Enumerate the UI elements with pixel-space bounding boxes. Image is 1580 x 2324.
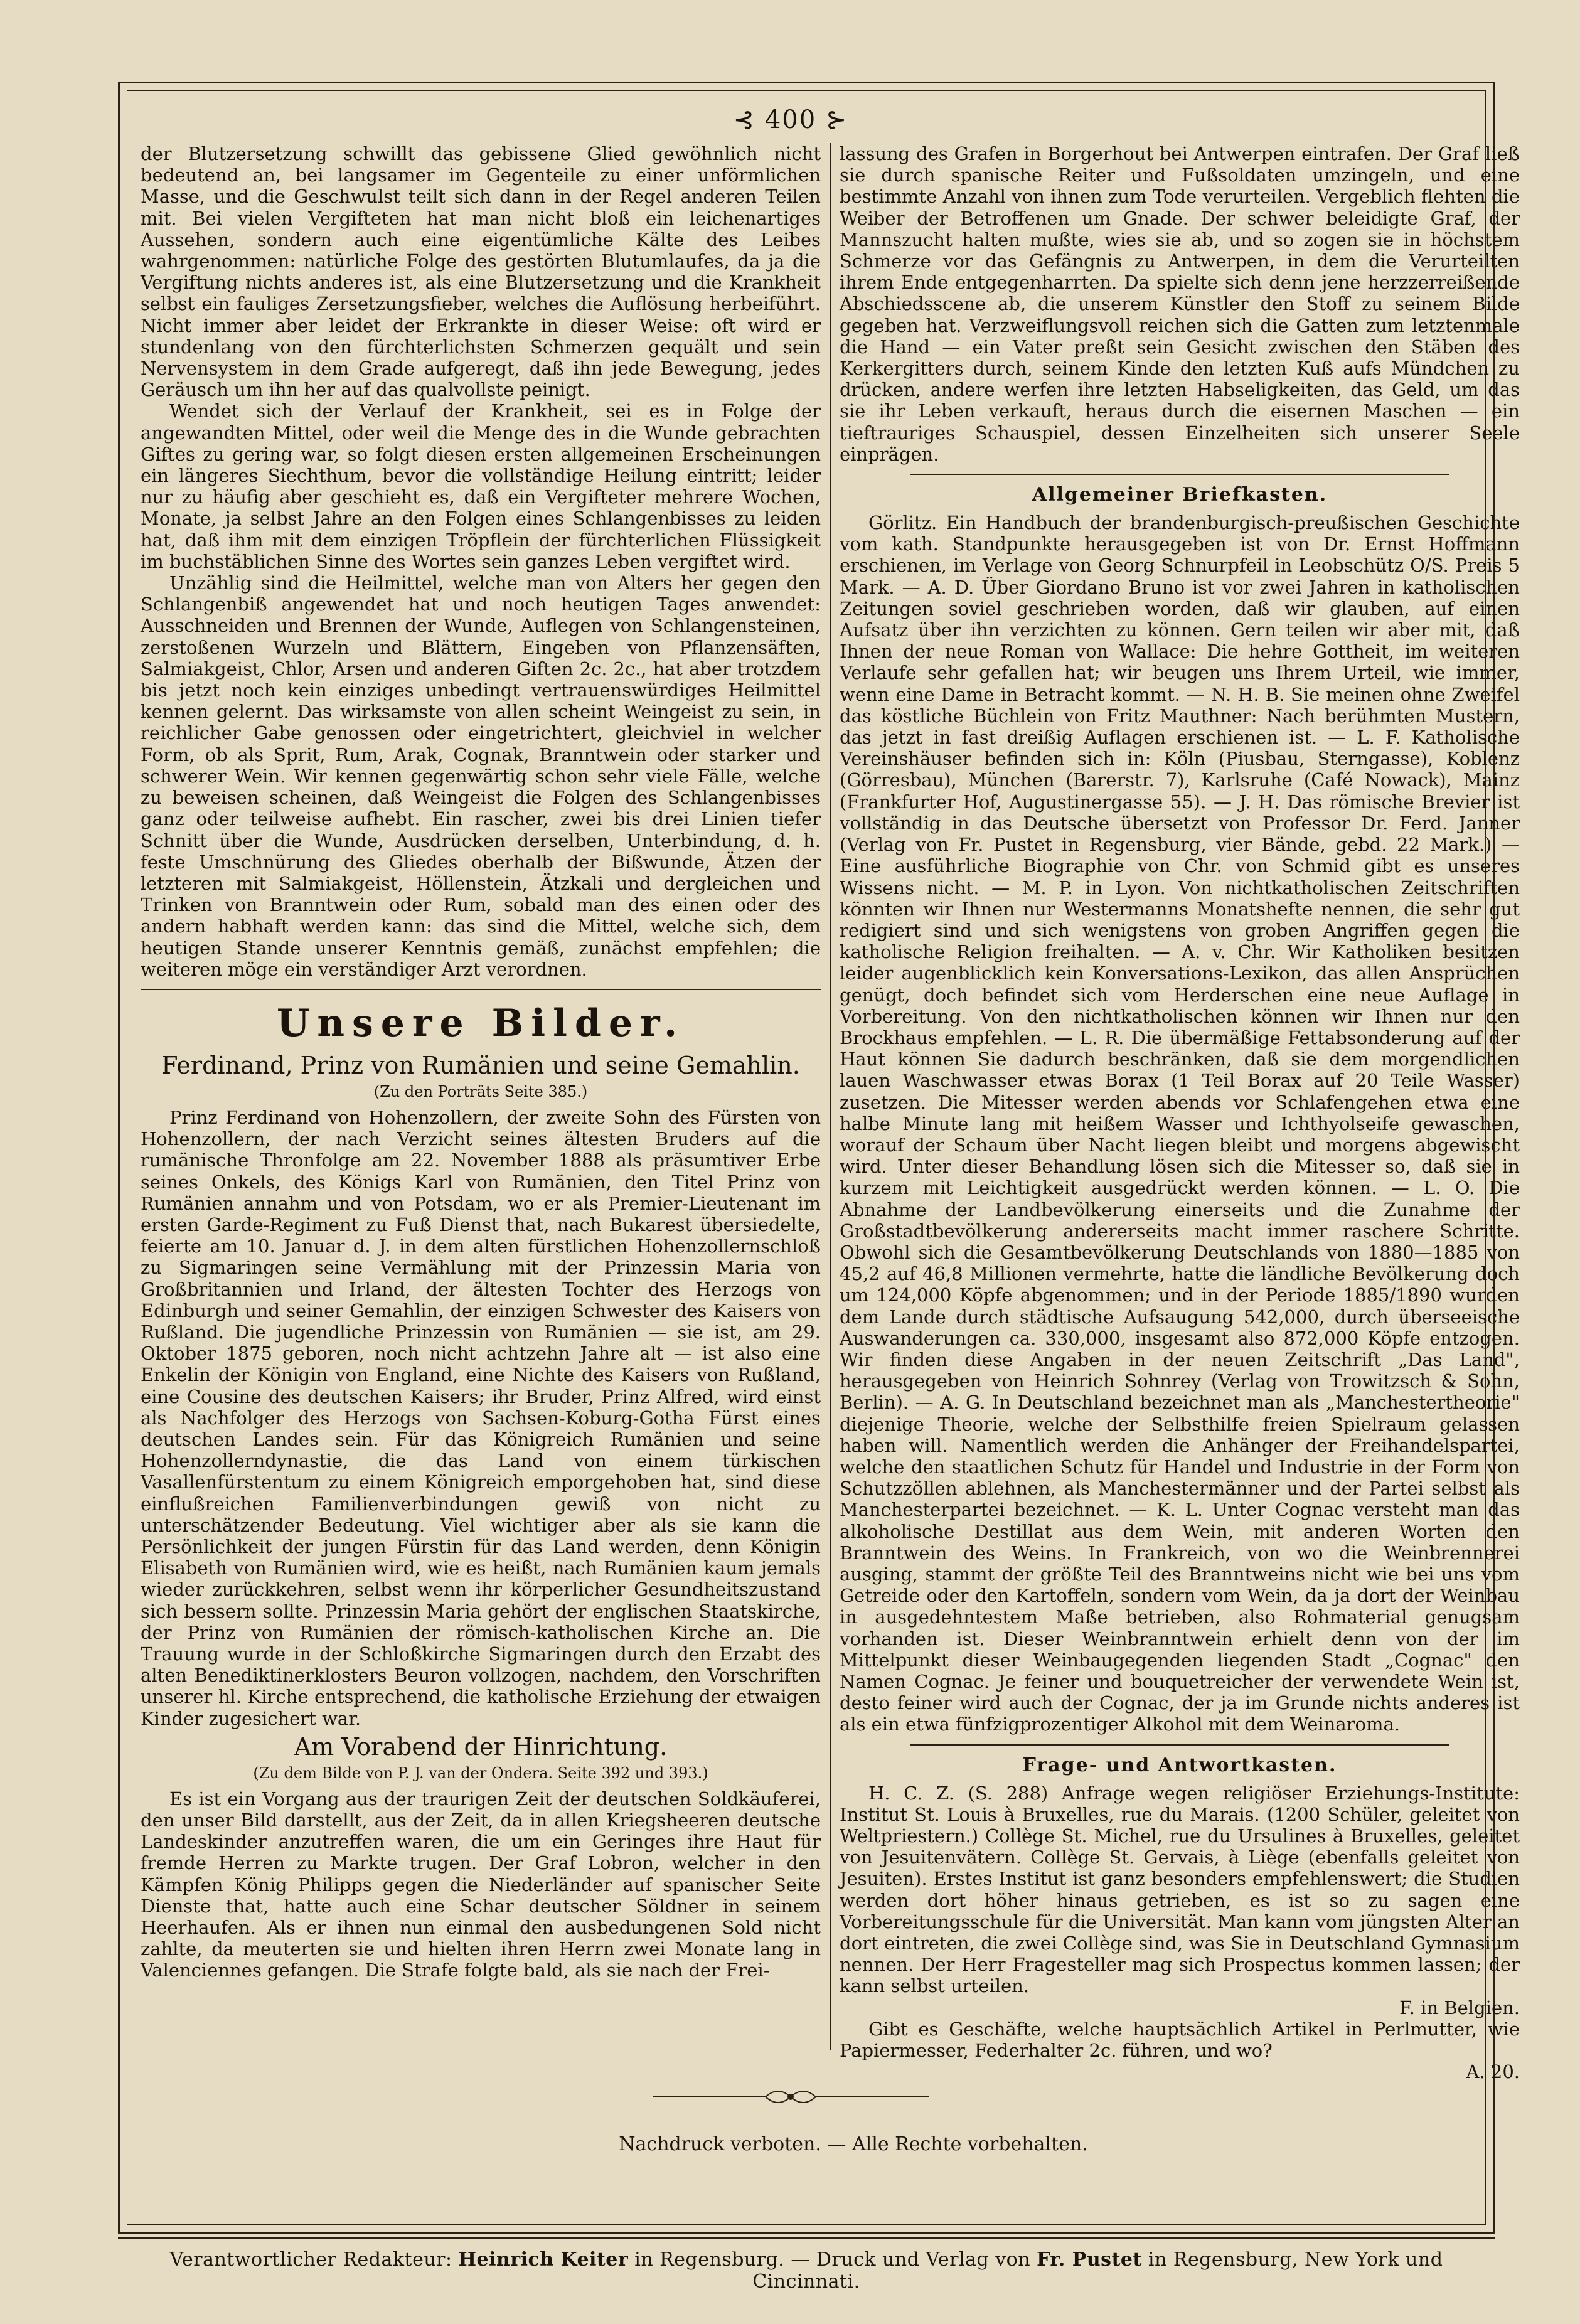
fragekasten-title: Frage- und Antwortkasten. <box>1022 1754 1337 1776</box>
ornament-left-icon: ⊰ <box>733 105 756 134</box>
page-number-value: 400 <box>764 105 817 134</box>
footer-rule <box>118 2237 1495 2239</box>
page-number <box>715 105 866 134</box>
fragekasten-body: Gibt es Geschäfte, welche hauptsächlich Artikel in Perlmutter, wie Papiermesser, Federhalter 2c. führen, und wo? <box>840 2018 1520 2061</box>
section-divider <box>141 989 821 990</box>
editor-name: Heinrich Keiter <box>458 2249 629 2271</box>
ornament-divider-icon <box>653 2084 929 2109</box>
article-note: (Zu den Porträts Seite 385.) <box>373 1082 588 1101</box>
footer-text: in Regensburg. — Druck und Verlag von <box>628 2249 1037 2271</box>
body-paragraph: der Blutzersetzung schwillt das gebissene Glied gewöhnlich nicht bedeutend an, bei langsamer im Gegenteile zu einer unförmlichen Masse, und die Geschwulst teilt sich dann in der Regel anderen Teilen mit. Bei vielen Vergifteten hat man nicht bloß ein leichenartiges Aussehen, sondern auch eine eigentümliche Kälte des Leibes wahrgenommen: natürliche Folge des gestörten Blutumlaufes, da ja die Vergiftung nichts anderes ist, als eine Blutzersetzung und die Krankheit selbst ein fauliges Zersetzungsfieber, welches die Auflösung herbeiführt. Nicht immer aber leidet der Erkrankte in dieser Weise: oft wird er stundenlang von den fürchterlichsten Schmerzen gequält und sein Nervensystem in dem Grade aufgeregt, daß ihn jede Bewegung, jedes Geräusch um ihn her auf das qualvollste peinigt. <box>141 143 821 401</box>
footer-text: Verantwortlicher Redakteur: <box>169 2249 459 2271</box>
footer-text: in Regensburg, New York und Cincinnati. <box>752 2249 1443 2293</box>
signature: F. in Belgien. <box>1399 1996 1520 2018</box>
article-title: Ferdinand, Prinz von Rumänien und seine Gemahlin. <box>161 1051 800 1079</box>
ornament-right-icon: ⊱ <box>825 105 848 134</box>
left-column <box>141 143 821 2054</box>
article-body: Prinz Ferdinand von Hohenzollern, der zweite Sohn des Fürsten von Hohenzollern, der nach Verzicht seines ältesten Bruders auf die rumänische Thronfolge am 22. November 1888 als präsumtiver Erbe seines Onkels, des Königs Karl von Rumänien, den Titel Prinz von Rumänien annahm und von Potsdam, wo er als Premier-Lieutenant im ersten Garde-Regiment zu Fuß Dienst that, nach Bukarest übersiedelte, feierte am 10. Januar d. J. in dem alten fürstlichen Hohenzollernschloß zu Sigmaringen seine Vermählung mit der Prinzessin Maria von Großbritannien und Irland, der ältesten Tochter des Herzogs von Edinburgh und seiner Gemahlin, der einzigen Schwester des Kaisers von Rußland. Die jugendliche Prinzessin von Rumänien — sie ist, am 29. Oktober 1875 geboren, noch nicht achtzehn Jahre alt — ist also eine Enkelin der Königin von England, eine Nichte des Kaisers von Rußland, eine Cousine des deutschen Kaisers; ihr Bruder, Prinz Alfred, wird einst als Nachfolger des Herzogs von Sachsen-Koburg-Gotha Fürst eines deutschen Landes sein. Für das Königreich Rumänien und seine Hohenzollerndynastie, die das Land von einem türkischen Vasallenfürstentum zu einem Königreich emporgehoben hat, sind diese einflußreichen Familienverbindungen gewiß von nicht zu unterschätzender Bedeutung. Viel wichtiger aber als sie kann die Persönlichkeit der jungen Fürstin für das Land werden, denn Königin Elisabeth von Rumänien wird, wie es heißt, nach Rumänien kaum jemals wieder zurückkehren, selbst wenn ihr körperlicher Gesundheitszustand sich bessern sollte. Prinzessin Maria gehört der englischen Staatskirche, der Prinz von Rumänien der römisch-katholischen Kirche an. Die Trauung wurde in der Schloßkirche Sigmaringen durch den Erzabt des alten Benediktinerklosters Beuron vollzogen, nachdem, den Vorschriften unserer hl. Kirche entsprechend, die katholische Erziehung der etwaigen Kinder zugesichert war. <box>141 1106 821 1729</box>
article-title: Am Vorabend der Hinrichtung. <box>294 1732 668 1761</box>
article-note: (Zu dem Bilde von P. J. van der Ondera. Seite 392 und 393.) <box>253 1764 708 1782</box>
body-paragraph: Wendet sich der Verlauf der Krankheit, sei es in Folge der angewandten Mittel, oder weil die Menge des in die Wunde gebrachten Giftes zu gering war, so folgt diesen ersten allgemeinen Erscheinungen ein längeres Siechthum, bevor die vollständige Heilung eintritt; leider nur zu häufig aber geschieht es, daß ein Vergifteter mehrere Wochen, Monate, ja selbst Jahre an den Folgen eines Schlangenbisses zu leiden hat, daß ihm mit dem einzigen Tröpflein der fürchterlichen Flüssigkeit im buchstäblichen Sinne des Wortes sein ganzes Leben vergiftet wird. <box>141 400 821 572</box>
column-separator <box>830 143 831 2050</box>
briefkasten-body: Görlitz. Ein Handbuch der brandenburgisch-preußischen Geschichte vom kath. Standpunkte herausgegeben ist von Dr. Ernst Hoffmann erschienen, im Verlage von Georg Schnurpfeil in Leobschütz O/S. Preis 5 Mark. — A. D. Über Giordano Bruno ist vor zwei Jahren in katholischen Zeitungen soviel geschrieben worden, daß wir glauben, auf einen Aufsatz über ihn verzichten zu können. Gern teilen wir aber mit, daß Ihnen der neue Roman von Wallace: Die hehre Gottheit, im weiteren Verlaufe sehr gefallen hat; wir beugen uns Ihrem Urteil, wie immer, wenn eine Dame in Betracht kommt. — N. H. B. Sie meinen ohne Zweifel das köstliche Büchlein von Fritz Mauthner: Nach berühmten Mustern, das jetzt in fast dreißig Auflagen erschienen ist. — L. F. Katholische Vereinshäuser befinden sich in: Köln (Piusbau, Sterngasse), Koblenz (Görresbau), München (Barerstr. 7), Karlsruhe (Café Nowack), Mainz (Frankfurter Hof, Augustinergasse 55). — J. H. Das römische Brevier ist vollständig in das Deutsche übersetzt von Professor Dr. Ferd. Janner (Verlag von Fr. Pustet in Regensburg, vier Bände, gebd. 22 Mark.) — Eine ausführliche Biographie von Chr. von Schmid gibt es unseres Wissens nicht. — M. P. in Lyon. Von nichtkatholischen Zeitschriften könnten wir Ihnen nur Westermanns Monatshefte nennen, die sehr gut redigiert sind und sich wenigstens von groben Angriffen gegen die katholische Religion freihalten. — A. v. Chr. Wir Katholiken besitzen leider augenblicklich kein Konversations-Lexikon, das allen Ansprüchen genügt, doch befindet sich vom Herderschen eine neue Auflage in Vorbereitung. Von den nichtkatholischen können wir Ihnen nur den Brockhaus empfehlen. — L. R. Die übermäßige Fettabsonderung auf der Haut können Sie dadurch beschränken, daß sie dem morgendlichen lauen Waschwasser etwas Borax (1 Teil Borax auf 20 Teile Wasser) zusetzen. Die Mitesser werden abends vor Schlafengehen etwa eine halbe Minute lang mit heißem Wasser und Ichthyolseife gewaschen, worauf der Schaum über Nacht liegen bleibt und morgens abgewischt wird. Unter dieser Behandlung lösen sich die Mitesser so, daß sie in kurzem mit Leichtigkeit ausgedrückt werden können. — L. O. Die Abnahme der Landbevölkerung einerseits und die Zunahme der Großstadtbevölkerung andererseits macht immer raschere Schritte. Obwohl sich die Gesamtbevölkerung Deutschlands von 1880—1885 von 45,2 auf 46,8 Millionen vermehrte, hatte die ländliche Bevölkerung doch um 124,000 Köpfe abgenommen; und in der Periode 1885/1890 wurden dem Lande durch städtische Aufsaugung 542,000, durch überseeische Auswanderungen ca. 330,000, insgesamt also 872,000 Köpfe entzogen. Wir finden diese Angaben in der neuen Zeitschrift „Das Land", herausgegeben von Heinrich Sohnrey (Verlag von Trowitzsch & Sohn, Berlin). — A. G. In Deutschland bezeichnet man als „Manchestertheorie" diejenige Theorie, welche der Selbsthilfe freien Spielraum gelassen haben will. Namentlich werden die Anhänger der Freihandelspartei, welche den staatlichen Schutz für Handel und Industrie in der Form von Schutzzöllen ablehnen, als Manchestermänner und der Partei selbst als Manchesterpartei bezeichnet. — K. L. Unter Cognac versteht man das alkoholische Destillat aus dem Wein, mit anderen Worten den Branntwein des Weins. In Frankreich, von wo die Weinbrennerei ausging, stammt der größte Teil des Branntweins nicht wie bei uns vom Getreide oder den Kartoffeln, sondern vom Wein, da ja dort der Weinbau in ausgedehntestem Maße betrieben, also Rohmaterial genugsam vorhanden ist. Dieser Weinbranntwein erhielt denn von der im Mittelpunkt dieser Weinbaugegenden liegenden Stadt „Cognac" den Namen Cognac. Je feiner und bouquetreicher der verwendete Wein ist, desto feiner wird auch der Cognac, der ja im Grunde nichts anderes ist als ein etwa fünfzigprozentiger Alkohol mit dem Weinaroma. <box>840 512 1520 1735</box>
briefkasten-title: Allgemeiner Briefkasten. <box>1032 484 1328 506</box>
article-continuation: lassung des Grafen in Borgerhout bei Antwerpen eintrafen. Der Graf ließ sie durch spanische Reiter und Fußsoldaten umzingeln, und eine bestimmte Anzahl von ihnen zum Tode verurteilen. Vergeblich flehten die Weiber der Betroffenen um Gnade. Der schwer beleidigte Graf, der Mannszucht halten mußte, wies sie ab, und so zogen sie in höchstem Schmerze vor das Gefängnis zu Antwerpen, in dem die Verurteilten ihrem Ende entgegenharrten. Da spielte sich denn jene herzzerreißende Abschiedsscene ab, die unserem Künstler den Stoff zu seinem Bilde gegeben hat. Verzweiflungsvoll reichen sich die Gatten zum letztenmale die Hand — ein Vater preßt sein Gesicht zwischen den Stäben des Kerkergitters durch, seinem Kinde den letzten Kuß aufs Mündchen zu drücken, andere werfen ihre letzten Habseligkeiten, das Geld, um das sie ihr Leben verkauft, heraus durch die eisernen Maschen — ein tieftrauriges Schauspiel, dessen Einzelheiten sich unserer Seele einprägen. <box>840 143 1520 465</box>
right-column <box>840 143 1520 2083</box>
section-divider <box>910 474 1449 475</box>
body-paragraph: Unzählig sind die Heilmittel, welche man von Alters her gegen den Schlangenbiß angewendet hat und noch heutigen Tages anwendet: Ausschneiden und Brennen der Wunde, Auflegen von Schlangensteinen, zerstoßenen Wurzeln und Blättern, Eingeben von Pflanzensäften, Salmiakgeist, Chlor, Arsen und anderen Giften 2c. 2c., hat aber trotzdem bis jetzt noch kein einziges unbedingt vertrauenswürdiges Heilmittel kennen gelernt. Das wirksamste von allen scheint Weingeist zu sein, in reichlicher Gabe genossen oder eingetrichtert, gleichviel in welcher Form, ob als Sprit, Rum, Arak, Cognak, Branntwein oder starker und schwerer Wein. Wir kennen gegenwärtig schon sehr viele Fälle, welche zu beweisen scheinen, daß Weingeist die Folgen des Schlangenbisses ganz oder teilweise aufhebt. Ein rascher, zwei bis drei Linien tiefer Schnitt über die Wunde, Ausdrücken derselben, Unterbindung, d. h. feste Umschnürung des Gliedes oberhalb der Bißwunde, Ätzen der letzteren mit Salmiakgeist, Höllenstein, Ätzkali und dergleichen und Trinken von Branntwein oder Rum, sobald man des einen oder des andern habhaft werden kann: das sind die Mittel, welche sich, dem heutigen Stande unserer Kenntnis gemäß, zunächst empfehlen; die weiteren möge ein verständiger Arzt verordnen. <box>141 572 821 980</box>
section-divider <box>910 1744 1449 1746</box>
article-body: Es ist ein Vorgang aus der traurigen Zeit der deutschen Soldkäuferei, den unser Bild darstellt, aus der Zeit, da in allen Kriegsheeren deutsche Landeskinder anzutreffen waren, die um ein Geringes ihre Haut für fremde Herren zu Markte trugen. Der Graf Lobron, welcher in den Kämpfen König Philipps gegen die Niederländer auf spanischer Seite Dienste that, hatte auch eine Schar deutscher Söldner in seinem Heerhaufen. Als er ihnen nun einmal den ausbedungenen Sold nicht zahlte, da meuterten sie und hielten ihren Herrn zwei Monate lang in Valenciennes gefangen. Die Strafe folgte bald, als sie nach der Frei- <box>141 1788 821 1981</box>
section-title: Unsere Bilder. <box>277 1001 685 1045</box>
imprint-footer <box>118 2249 1495 2293</box>
signature: A. 20. <box>1466 2061 1520 2083</box>
publisher-name: Fr. Pustet <box>1037 2249 1142 2271</box>
reprint-notice: Nachdruck verboten. — Alle Rechte vorbehalten. <box>619 2133 1088 2155</box>
fragekasten-body: H. C. Z. (S. 288) Anfrage wegen religiöser Erziehungs-Institute: Institut St. Louis à Bruxelles, rue du Marais. (1200 Schüler, geleitet von Weltpriestern.) Collège St. Michel, rue du Ursulines à Bruxelles, geleitet von Jesuitenvätern. Collège St. Gervais, à Liège (ebenfalls geleitet von Jesuiten). Erstes Institut ist ganz besonders empfehlenswert; die Studien werden dort höher hinaus getrieben, es ist so zu sagen eine Vorbereitungsschule für die Universität. Man kann vom jüngsten Alter an dort eintreten, die zwei Collège sind, was Sie in Deutschland Gymnasium nennen. Der Herr Fragesteller mag sich Prospectus kommen lassen; der kann selbst urteilen. <box>840 1782 1520 1997</box>
